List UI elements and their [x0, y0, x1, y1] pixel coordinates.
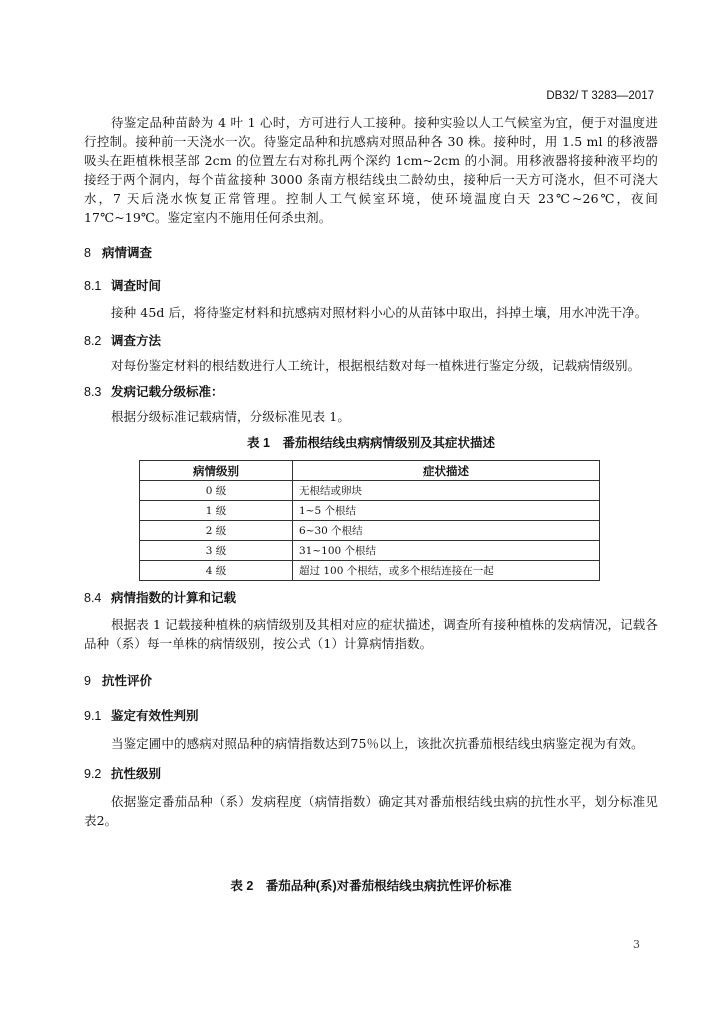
section8-1-text: 接种 45d 后，将待鉴定材料和抗感病对照材料小心的从苗钵中取出，抖掉土壤，用水冲洗干净。 [111, 305, 648, 320]
table-cell-level: 0 级 [140, 481, 293, 501]
section8-3-text: 根据分级标准记载病情，分级标准见表 1。 [111, 409, 350, 424]
section9-1-title: 鉴定有效性判别 [110, 709, 199, 723]
section8-2-title: 调查方法 [110, 334, 161, 348]
table-cell-desc: 6~30 个根结 [293, 521, 600, 541]
section9-1-number: 9.1 [84, 709, 102, 723]
table-cell-desc: 1~5 个根结 [293, 501, 600, 521]
table-cell-desc: 31~100 个根结 [293, 541, 600, 561]
table-cell-desc: 超过 100 个根结，或多个根结连接在一起 [293, 561, 600, 581]
section8-heading [84, 244, 658, 262]
section8-number: 8 [84, 246, 91, 260]
table-row [140, 561, 600, 581]
table1-header-row [140, 461, 600, 481]
section9-heading [84, 672, 658, 690]
standard-code: DB32/ T 3283—2017 [546, 90, 654, 102]
section8-4-heading [84, 589, 658, 607]
table-row [140, 541, 600, 561]
table1-header-desc: 症状描述 [293, 461, 600, 481]
section9-number: 9 [84, 674, 91, 688]
table-cell-level: 2 级 [140, 521, 293, 541]
section9-2-title: 抗性级别 [110, 767, 161, 781]
section9-1-text: 当鉴定圃中的感病对照品种的病情指数达到75％以上，该批次抗番茄根结线虫病鉴定视为有效。 [111, 736, 644, 751]
section8-3-number: 8.3 [84, 385, 102, 399]
section8-2-number: 8.2 [84, 334, 102, 348]
table-cell-desc: 无根结或卵块 [293, 481, 600, 501]
table-row [140, 481, 600, 501]
section9-2-text: 依据鉴定番茄品种（系）发病程度（病情指数）确定其对番茄根结线虫病的抗性水平，划分标准见表2。 [84, 794, 658, 828]
table-row [140, 501, 600, 521]
section8-2-text: 对每份鉴定材料的根结数进行人工统计，根据根结数对每一植株进行鉴定分级，记载病情级别。 [111, 358, 641, 373]
table1-caption: 表 1 番茄根结线虫病病情级别及其症状描述 [247, 436, 495, 450]
section8-1-title: 调查时间 [110, 279, 161, 293]
section8-3-heading [84, 383, 658, 401]
section9-2-number: 9.2 [84, 767, 102, 781]
section8-4-number: 8.4 [84, 591, 102, 605]
section9-title: 抗性评价 [102, 674, 153, 688]
table2-caption: 表 2 番茄品种(系)对番茄根结线虫病抗性评价标准 [230, 879, 512, 893]
section8-4-text: 根据表 1 记载接种植株的病情级别及其相对应的症状描述，调查所有接种植株的发病情况，记载各品种（系）每一单株的病情级别，按公式（1）计算病情指数。 [84, 617, 658, 651]
section8-1-number: 8.1 [84, 279, 102, 293]
table-cell-level: 1 级 [140, 501, 293, 521]
section8-title: 病情调查 [102, 246, 153, 260]
table-cell-level: 3 级 [140, 541, 293, 561]
table-cell-level: 4 级 [140, 561, 293, 581]
section8-2-heading [84, 332, 658, 350]
section8-1-heading [84, 277, 658, 295]
section8-4-title: 病情指数的计算和记载 [110, 591, 236, 605]
table-row [140, 521, 600, 541]
table1 [139, 460, 600, 581]
section8-3-title: 发病记载分级标准： [110, 385, 224, 399]
section9-1-heading [84, 707, 658, 725]
section9-2-heading [84, 765, 658, 783]
page-number: 3 [633, 938, 640, 951]
page-content [84, 113, 658, 895]
section7-paragraph: 待鉴定品种苗龄为 4 叶 1 心时，方可进行人工接种。接种实验以人工气候室为宜，便于对温度进行控制。接种前一天浇水一次。待鉴定品种和抗感病对照品种各 30 株。接种时，用 1.5 ml 的移液器吸头在距植株根茎部 2cm 的位置左右对称扎两个深约 1cm~2cm 的小洞。用移液器将接种液平均的接经于两个洞内，每个苗盆接种 3000 条南方根结线虫二龄幼虫，接种后一天方可浇水，但不可浇大水，7 天后浇水恢复正常管理。控制人工气候室环境，使环境温度白天 23℃~26℃，夜间 17℃~19℃。鉴定室内不施用任何杀虫剂。 [84, 115, 658, 225]
table1-header-level: 病情级别 [140, 461, 293, 481]
